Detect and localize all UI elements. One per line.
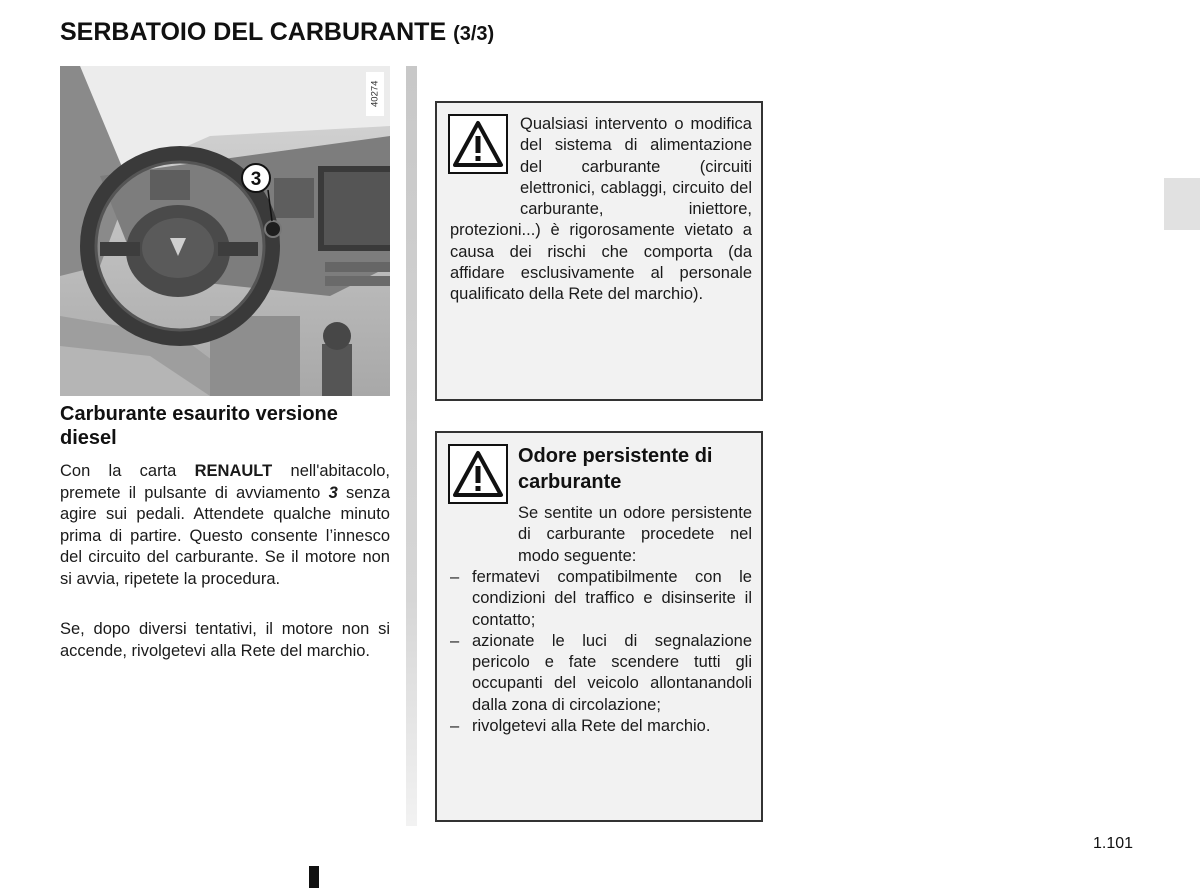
warning-2-heading: Odore persistente di carburante: [518, 445, 713, 493]
p1-text-b: nell'abitacolo, premete il pulsante di avviamento: [60, 462, 390, 502]
p1-text-a: Con la carta: [60, 462, 195, 480]
p1-text-c: senza agire sui pedali. Attendete qualche minuto prima di partire. Questo consente l’innesco del circuito del carburante. Se il motore non si avvia, ripetete la procedura.: [60, 483, 390, 588]
warning-2-list: [450, 567, 752, 737]
warning-triangle-icon: [448, 444, 508, 504]
paragraph-1: [60, 461, 390, 590]
column-divider: [406, 66, 417, 826]
warning-1-text: [450, 114, 752, 306]
p1-brand: RENAULT: [194, 462, 273, 480]
list-item-text: rivolgetevi alla Rete del marchio.: [472, 717, 711, 736]
crop-mark: [309, 866, 319, 888]
list-item-text: azionate le luci di segnalazione pericolo e fate scendere tutti gli occupanti del veicolo allontanandoli dalla zona di circolazione;: [472, 631, 752, 714]
title-part: (3/3): [453, 23, 495, 45]
list-item: [450, 631, 752, 716]
warning-2-intro: [450, 503, 752, 567]
p1-reference: 3: [328, 483, 338, 502]
figure-code: 40274: [366, 72, 384, 116]
list-item: [450, 716, 752, 737]
list-item: [450, 567, 752, 631]
dashboard-illustration: [60, 66, 390, 396]
warning-1-body: Qualsiasi intervento o modifica del sistema di alimentazione del carburante (circuiti elettronici, cablaggi, circuito del carburante, iniettore, protezioni...) è rigorosamente vietato a causa dei rischi che comporta (da affidare esclusivamente al personale qualificato della Rete del marchio).: [450, 115, 752, 304]
callout-label: 3: [250, 169, 262, 190]
chapter-tab: [1164, 178, 1200, 230]
paragraph-2: Se, dopo diversi tentativi, il motore non si accende, rivolgetevi alla Rete del marchio.: [60, 620, 390, 660]
section-heading: Carburante esaurito versione diesel: [60, 403, 338, 449]
warning-box-1: [435, 101, 763, 401]
warning-box-2: [435, 431, 763, 822]
dash-bullet: –: [450, 568, 460, 586]
warning-2-intro-text: Se sentite un odore persistente di carburante procedete nel modo seguente:: [518, 504, 752, 565]
title-main: SERBATOIO DEL CARBURANTE: [60, 18, 447, 46]
dashboard-photo: [60, 66, 390, 396]
dash-bullet: –: [450, 717, 460, 736]
page-number: 1.101: [1093, 835, 1134, 852]
dash-bullet: –: [450, 631, 460, 650]
list-item-text: fermatevi compatibilmente con le condizioni del traffico e disinserite il contatto;: [472, 568, 752, 629]
page-title: [60, 18, 494, 47]
